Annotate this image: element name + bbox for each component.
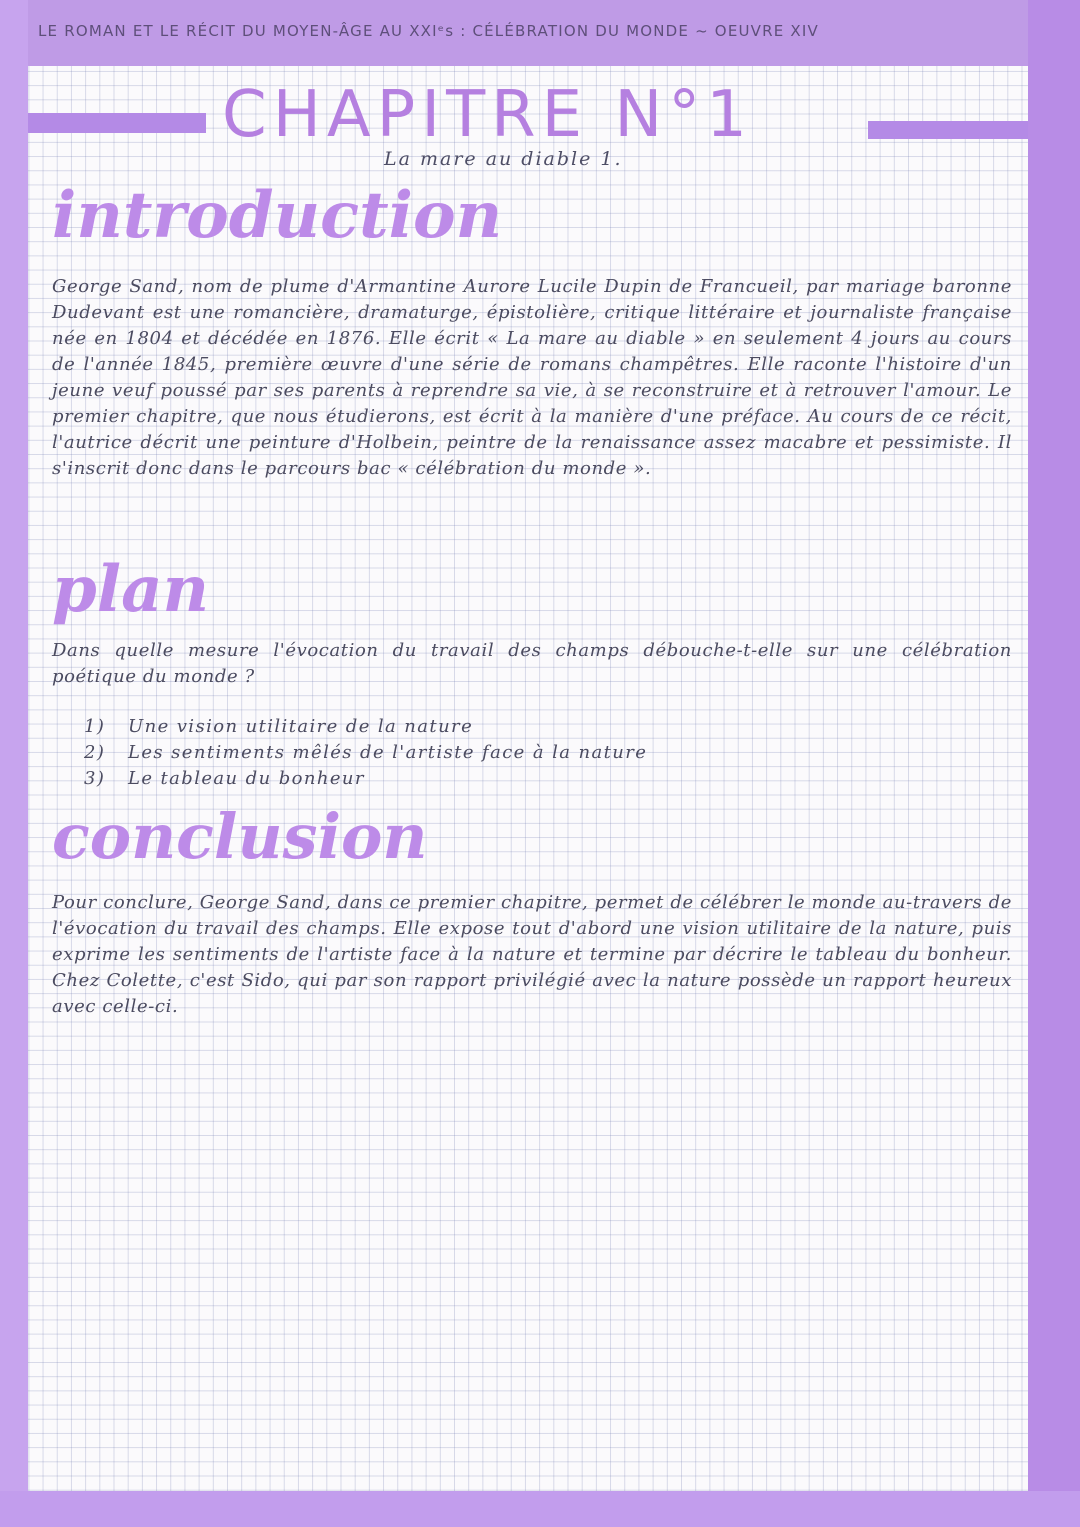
title-underline-left xyxy=(28,113,206,133)
plan-item-number: 1) xyxy=(84,716,106,737)
chapter-subtitle: La mare au diable 1. xyxy=(384,148,623,170)
conclusion-text: Pour conclure, George Sand, dans ce premier chapitre, permet de célébrer le monde au-travers de l'évocation du travail des champs. Elle expose tout d'abord une vision utilitaire de la nature, puis exprime les sentiments de l'artiste face à la nature et termine par décrire le tableau du bonheur. Chez Colette, c'est Sido, qui par son rapport privilégié avec la nature possède un rapport heureux avec celle-ci. xyxy=(52,892,1012,1017)
plan-question: Dans quelle mesure l'évocation du travail des champs débouche-t-elle sur une célébration poétique du monde ? xyxy=(52,640,1012,687)
introduction-heading: introduction xyxy=(52,178,503,253)
conclusion-heading: conclusion xyxy=(52,800,428,873)
running-header: LE ROMAN ET LE RÉCIT DU MOYEN-ÂGE AU XXIᵉs : CÉLÉBRATION DU MONDE ~ OEUVRE XIV xyxy=(38,22,819,40)
plan-item-number: 2) xyxy=(84,742,106,763)
plan-item xyxy=(84,766,884,792)
plan-item-number: 3) xyxy=(84,768,106,789)
plan-item-label: Les sentiments mêlés de l'artiste face à la nature xyxy=(128,742,648,763)
chapter-title: CHAPITRE N°1 xyxy=(222,78,753,152)
right-border xyxy=(1028,0,1080,1527)
plan-item-label: Une vision utilitaire de la nature xyxy=(128,716,474,737)
title-underline-right xyxy=(868,121,1028,139)
bottom-border xyxy=(0,1491,1080,1527)
plan-list xyxy=(84,714,884,792)
plan-item xyxy=(84,740,884,766)
plan-item-label: Le tableau du bonheur xyxy=(128,768,365,789)
plan-heading: plan xyxy=(52,552,210,627)
introduction-text: George Sand, nom de plume d'Armantine Aurore Lucile Dupin de Francueil, par mariage baronne Dudevant est une romancière, dramaturge, épistolière, critique littéraire et journaliste française née en 1804 et décédée en 1876. Elle écrit « La mare au diable » en seulement 4 jours au cours de l'année 1845, première œuvre d'une série de romans champêtres. Elle raconte l'histoire d'un jeune veuf poussé par ses parents à reprendre sa vie, à se reconstruire et à retrouver l'amour. Le premier chapitre, que nous étudierons, est écrit à la manière d'une préface. Au cours de ce récit, l'autrice décrit une peinture d'Holbein, peintre de la renaissance assez macabre et pessimiste. Il s'inscrit donc dans le parcours bac « célébration du monde ». xyxy=(52,276,1012,479)
left-border xyxy=(0,0,28,1527)
plan-item xyxy=(84,714,884,740)
